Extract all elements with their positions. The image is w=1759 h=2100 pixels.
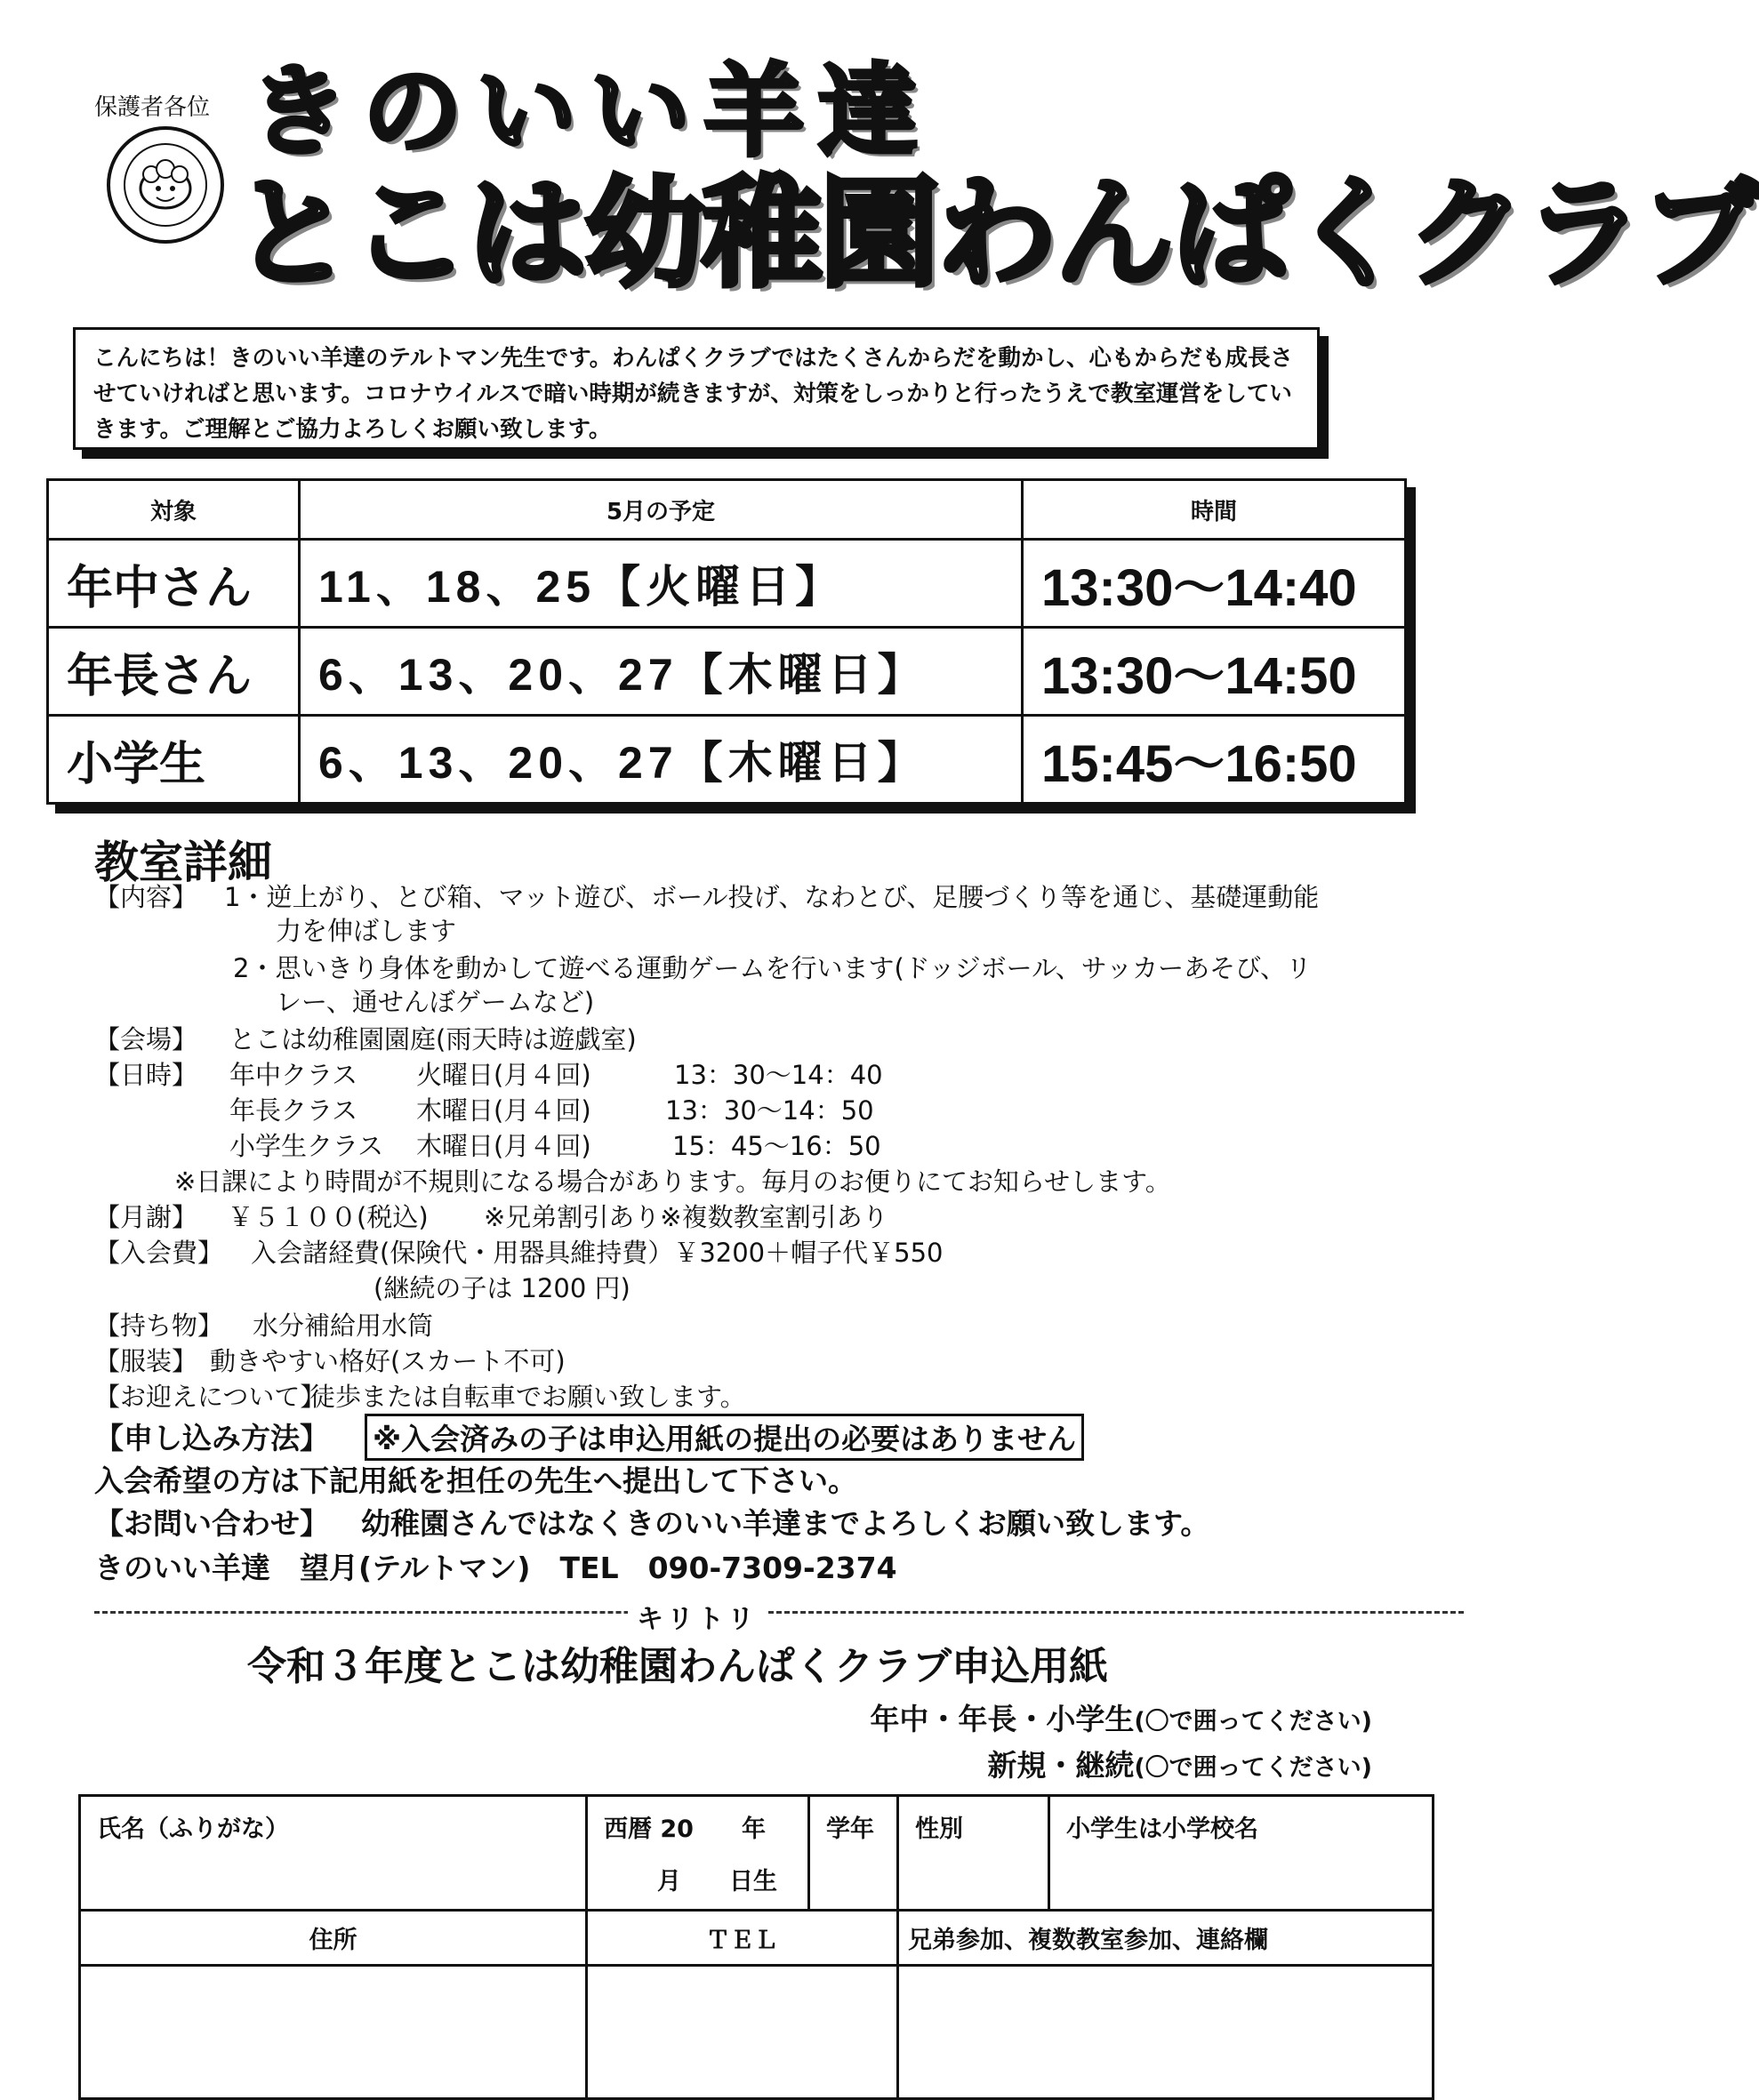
- class-day: 木曜日(月４回): [416, 1095, 591, 1126]
- new-continue-options[interactable]: 新規・継続: [987, 1748, 1135, 1783]
- addressee: 保護者各位: [94, 94, 211, 121]
- datetime-label: 【日時】: [94, 1060, 198, 1090]
- grade-field[interactable]: [809, 1796, 898, 1911]
- content-label: 【内容】: [94, 882, 198, 912]
- entry-fee-label: 【入会費】: [94, 1238, 224, 1268]
- details-heading: 教室詳細: [94, 837, 272, 888]
- header-time: 時間: [1023, 480, 1406, 540]
- venue-label: 【会場】: [94, 1024, 198, 1054]
- birth-md-label: 月 日生: [657, 1868, 777, 1896]
- schedule-header-row: [48, 480, 1406, 540]
- items-label: 【持ち物】: [94, 1310, 224, 1341]
- grade-options[interactable]: 年中・年長・小学生: [870, 1702, 1135, 1736]
- class-name: 年中クラス: [229, 1060, 358, 1090]
- schedule-note: ※日課により時間が不規則になる場合があります。毎月のお便りにてお知らせします。: [174, 1166, 1171, 1197]
- fee-note: ※兄弟割引あり※複数教室割引あり: [484, 1202, 888, 1232]
- apply-boxed-note: ※入会済みの子は申込用紙の提出の必要はありません: [365, 1414, 1084, 1461]
- cut-line: [94, 1611, 1464, 1614]
- address-field[interactable]: [80, 1966, 587, 2099]
- class-time: 13：30〜14：40: [674, 1060, 883, 1090]
- row-time: 13:30〜14:40: [1023, 540, 1406, 628]
- fee-value: ￥５１００(税込): [228, 1202, 429, 1232]
- grade-label: 学年: [826, 1815, 874, 1843]
- tel-field[interactable]: [587, 1966, 898, 2099]
- title-line-1: きのいい羊達: [249, 54, 932, 170]
- row-dates: 6、13、20、27【木曜日】: [300, 716, 1023, 804]
- name-field[interactable]: [80, 1796, 587, 1911]
- dress-value: 動きやすい格好(スカート不可): [210, 1346, 566, 1376]
- new-select-line: [987, 1743, 1372, 1784]
- schedule-row: [48, 540, 1406, 628]
- class-day: 火曜日(月４回): [416, 1060, 591, 1090]
- schedule-row: [48, 628, 1406, 716]
- venue-value: とこは幼稚園園庭(雨天時は遊戯室): [229, 1024, 637, 1054]
- class-time: 13：30〜14：50: [665, 1095, 874, 1126]
- row-target: 年長さん: [48, 628, 300, 716]
- inquiry-label: 【お問い合わせ】: [94, 1506, 329, 1541]
- class-name: 年長クラス: [229, 1095, 358, 1126]
- contact-line: きのいい羊達 望月(テルトマン) TEL 090-7309-2374: [94, 1551, 897, 1585]
- sheep-logo: [105, 124, 226, 245]
- schedule-row: [48, 716, 1406, 804]
- grade-select-line: [870, 1696, 1372, 1738]
- circle-note: (〇で囲ってください): [1134, 1708, 1372, 1735]
- school-field[interactable]: [1049, 1796, 1434, 1911]
- class-name: 小学生クラス: [229, 1131, 384, 1161]
- apply-instruction: 入会希望の方は下記用紙を担任の先生へ提出して下さい。: [94, 1463, 857, 1498]
- row-target: 小学生: [48, 716, 300, 804]
- content-item-2: 2・思いきり身体を動かして遊べる運動ゲームを行います(ドッジボール、サッカーあそび、リ: [233, 953, 1312, 983]
- dress-label: 【服装】: [94, 1346, 198, 1376]
- entry-fee-value: 入会諸経費(保険代・用器具維持費）￥3200＋帽子代￥550: [251, 1238, 944, 1268]
- header-dates: 5月の予定: [300, 480, 1023, 540]
- pickup-label: 【お迎えについて】: [94, 1382, 326, 1412]
- row-dates: 11、18、25【火曜日】: [300, 540, 1023, 628]
- entry-fee-note: (継続の子は 1200 円): [373, 1273, 631, 1303]
- gender-field[interactable]: [898, 1796, 1049, 1911]
- title-line-2: とこは幼稚園わんぱくクラブ: [233, 164, 1759, 303]
- inquiry-text: 幼稚園さんではなくきのいい羊達までよろしくお願い致します。: [361, 1506, 1210, 1541]
- schedule-table: [46, 478, 1407, 805]
- class-time: 15：45〜16：50: [672, 1131, 881, 1161]
- form-title: 令和３年度とこは幼稚園わんぱくクラブ申込用紙: [247, 1644, 1108, 1689]
- birth-year-label: 西暦 20 年: [604, 1815, 766, 1843]
- fee-label: 【月謝】: [94, 1202, 198, 1232]
- greeting-box: こんにちは！きのいい羊達のテルトマン先生です。わんぱくクラブではたくさんからだを動かし、心もからだも成長させていければと思います。コロナウイルスで暗い時期が続きますが、対策をしっかりと行ったうえで教室運営をしていきます。ご理解とご協力よろしくお願い致します。: [73, 327, 1320, 450]
- name-label: 氏名（ふりがな）: [97, 1815, 289, 1843]
- content-item-2-cont: レー、通せんぼゲームなど): [276, 987, 595, 1017]
- notes-label: 兄弟参加、複数教室参加、連絡欄: [898, 1911, 1434, 1966]
- notes-field[interactable]: [898, 1966, 1434, 2099]
- items-value: 水分補給用水筒: [253, 1310, 434, 1341]
- row-dates: 6、13、20、27【木曜日】: [300, 628, 1023, 716]
- gender-label: 性別: [915, 1815, 963, 1843]
- row-target: 年中さん: [48, 540, 300, 628]
- address-label: 住所: [80, 1911, 587, 1966]
- cut-line-label: キリトリ: [628, 1597, 767, 1636]
- apply-label: 【申し込み方法】: [94, 1421, 329, 1455]
- row-time: 15:45〜16:50: [1023, 716, 1406, 804]
- birthdate-field[interactable]: [587, 1796, 809, 1911]
- content-item-1-cont: 力を伸ばします: [276, 916, 457, 946]
- tel-label: ＴＥＬ: [587, 1911, 898, 1966]
- class-day: 木曜日(月４回): [416, 1131, 591, 1161]
- row-time: 13:30〜14:50: [1023, 628, 1406, 716]
- pickup-value: 徒歩または自転車でお願い致します。: [309, 1382, 746, 1412]
- school-label: 小学生は小学校名: [1066, 1815, 1258, 1843]
- header-target: 対象: [48, 480, 300, 540]
- application-form: [78, 1794, 1434, 2100]
- circle-note: (〇で囲ってください): [1134, 1754, 1372, 1782]
- content-item-1: 1・逆上がり、とび箱、マット遊び、ボール投げ、なわとび、足腰づくり等を通じ、基礎運動能: [224, 882, 1320, 912]
